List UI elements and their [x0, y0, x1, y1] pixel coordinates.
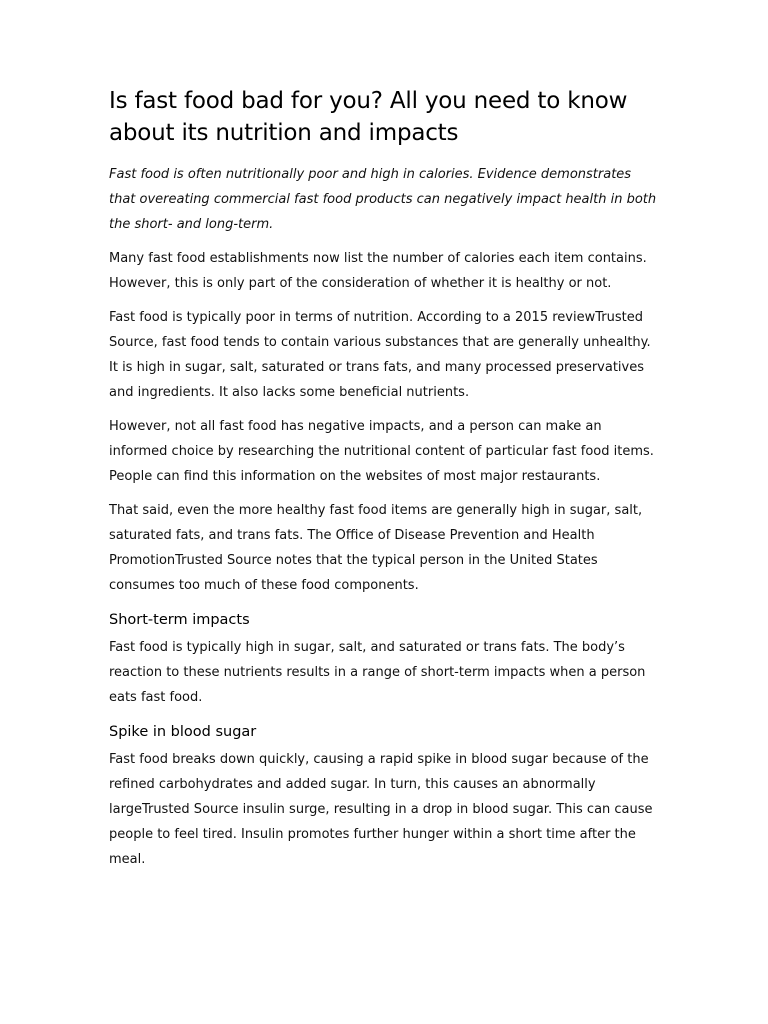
- section-body-blood-sugar: Fast food breaks down quickly, causing a rapid spike in blood sugar because of the refined carbohydrates and added sugar. In turn, this causes an abnormally largeTrusted Source insulin surge, resulting in a drop in blood sugar. This can cause people to feel tired. Insulin promotes further hunger within a short time after the meal.: [109, 752, 653, 867]
- paragraph-nutrition: Fast food is typically poor in terms of nutrition. According to a 2015 reviewTrusted Source, fast food tends to contain various substances that are generally unhealthy. It is high in sugar, salt, saturated or trans fats, and many processed preservatives and ingredients. It also lacks some beneficial nutrients.: [109, 310, 651, 400]
- document-page: [109, 85, 659, 872]
- article-lead: Fast food is often nutritionally poor and high in calories. Evidence demonstrates that overeating commercial fast food products can negatively impact health in both the short- and long-term.: [109, 167, 657, 232]
- paragraph-informed-choice: However, not all fast food has negative impacts, and a person can make an informed choice by researching the nutritional content of particular fast food items. People can find this information on the websites of most major restaurants.: [109, 419, 654, 484]
- article-title: Is fast food bad for you? All you need to know about its nutrition and impacts: [109, 88, 628, 146]
- section-heading-short-term: Short-term impacts: [109, 612, 250, 628]
- paragraph-healthy-items: That said, even the more healthy fast food items are generally high in sugar, salt, saturated fats, and trans fats. The Office of Disease Prevention and Health PromotionTrusted Source notes that the typical person in the United States consumes too much of these food components.: [109, 503, 643, 593]
- section-body-short-term: Fast food is typically high in sugar, salt, and saturated or trans fats. The body’s reaction to these nutrients results in a range of short-term impacts when a person eats fast food.: [109, 640, 646, 705]
- paragraph-calories: Many fast food establishments now list the number of calories each item contains. However, this is only part of the consideration of whether it is healthy or not.: [109, 251, 647, 291]
- section-heading-blood-sugar: Spike in blood sugar: [109, 724, 257, 740]
